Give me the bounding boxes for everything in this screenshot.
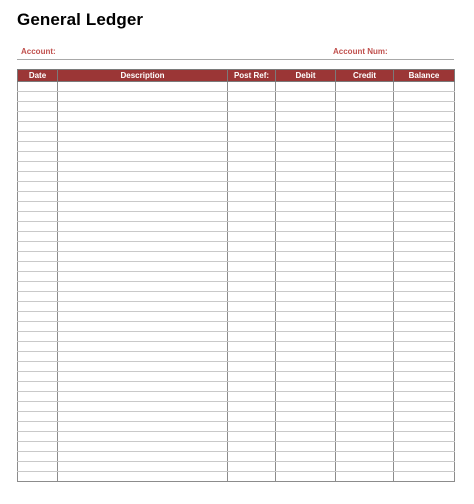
description-cell[interactable] <box>58 312 228 322</box>
credit-cell[interactable] <box>336 352 394 362</box>
description-cell[interactable] <box>58 472 228 482</box>
debit-cell[interactable] <box>276 292 336 302</box>
description-cell[interactable] <box>58 402 228 412</box>
date-cell[interactable] <box>18 142 58 152</box>
post-ref-cell[interactable] <box>228 442 276 452</box>
balance-cell[interactable] <box>394 432 455 442</box>
date-cell[interactable] <box>18 132 58 142</box>
post-ref-cell[interactable] <box>228 162 276 172</box>
date-cell[interactable] <box>18 292 58 302</box>
table-row <box>18 402 455 412</box>
post-ref-cell[interactable] <box>228 242 276 252</box>
credit-cell[interactable] <box>336 92 394 102</box>
table-row <box>18 372 455 382</box>
debit-cell[interactable] <box>276 302 336 312</box>
debit-cell[interactable] <box>276 312 336 322</box>
date-cell[interactable] <box>18 342 58 352</box>
post-ref-cell[interactable] <box>228 172 276 182</box>
table-row <box>18 182 455 192</box>
page-title: General Ledger <box>17 10 144 29</box>
date-cell[interactable] <box>18 92 58 102</box>
table-row <box>18 212 455 222</box>
date-cell[interactable] <box>18 242 58 252</box>
date-cell[interactable] <box>18 452 58 462</box>
balance-cell[interactable] <box>394 152 455 162</box>
debit-cell[interactable] <box>276 112 336 122</box>
description-cell[interactable] <box>58 302 228 312</box>
debit-cell[interactable] <box>276 252 336 262</box>
credit-cell[interactable] <box>336 362 394 372</box>
debit-cell[interactable] <box>276 212 336 222</box>
debit-cell[interactable] <box>276 382 336 392</box>
balance-cell[interactable] <box>394 302 455 312</box>
description-cell[interactable] <box>58 342 228 352</box>
credit-cell[interactable] <box>336 182 394 192</box>
balance-cell[interactable] <box>394 182 455 192</box>
debit-cell[interactable] <box>276 192 336 202</box>
credit-cell[interactable] <box>336 422 394 432</box>
account-label: Account: <box>21 47 56 56</box>
description-cell[interactable] <box>58 262 228 272</box>
credit-cell[interactable] <box>336 122 394 132</box>
table-row <box>18 412 455 422</box>
debit-cell[interactable] <box>276 322 336 332</box>
post-ref-cell[interactable] <box>228 292 276 302</box>
post-ref-cell[interactable] <box>228 212 276 222</box>
description-cell[interactable] <box>58 202 228 212</box>
ledger-table <box>17 69 455 482</box>
debit-cell[interactable] <box>276 272 336 282</box>
balance-cell[interactable] <box>394 292 455 302</box>
debit-cell[interactable] <box>276 342 336 352</box>
post-ref-cell[interactable] <box>228 352 276 362</box>
credit-cell[interactable] <box>336 322 394 332</box>
debit-cell[interactable] <box>276 362 336 372</box>
description-cell[interactable] <box>58 82 228 92</box>
debit-cell[interactable] <box>276 82 336 92</box>
post-ref-cell[interactable] <box>228 362 276 372</box>
balance-cell[interactable] <box>394 232 455 242</box>
description-cell[interactable] <box>58 332 228 342</box>
date-cell[interactable] <box>18 472 58 482</box>
debit-cell[interactable] <box>276 372 336 382</box>
balance-cell[interactable] <box>394 332 455 342</box>
credit-cell[interactable] <box>336 152 394 162</box>
date-cell[interactable] <box>18 442 58 452</box>
credit-cell[interactable] <box>336 462 394 472</box>
post-ref-cell[interactable] <box>228 282 276 292</box>
description-cell[interactable] <box>58 122 228 132</box>
table-row <box>18 92 455 102</box>
debit-cell[interactable] <box>276 102 336 112</box>
balance-cell[interactable] <box>394 132 455 142</box>
credit-cell[interactable] <box>336 332 394 342</box>
credit-cell[interactable] <box>336 142 394 152</box>
debit-cell[interactable] <box>276 432 336 442</box>
description-cell[interactable] <box>58 392 228 402</box>
balance-cell[interactable] <box>394 162 455 172</box>
balance-cell[interactable] <box>394 312 455 322</box>
description-cell[interactable] <box>58 372 228 382</box>
description-cell[interactable] <box>58 462 228 472</box>
date-cell[interactable] <box>18 122 58 132</box>
date-cell[interactable] <box>18 212 58 222</box>
credit-cell[interactable] <box>336 212 394 222</box>
table-row <box>18 352 455 362</box>
balance-cell[interactable] <box>394 392 455 402</box>
description-cell[interactable] <box>58 322 228 332</box>
post-ref-cell[interactable] <box>228 402 276 412</box>
table-row <box>18 342 455 352</box>
debit-cell[interactable] <box>276 402 336 412</box>
date-cell[interactable] <box>18 272 58 282</box>
balance-cell[interactable] <box>394 422 455 432</box>
debit-cell[interactable] <box>276 352 336 362</box>
post-ref-cell[interactable] <box>228 222 276 232</box>
post-ref-cell[interactable] <box>228 302 276 312</box>
balance-cell[interactable] <box>394 262 455 272</box>
credit-cell[interactable] <box>336 382 394 392</box>
description-cell[interactable] <box>58 252 228 262</box>
debit-cell[interactable] <box>276 142 336 152</box>
table-row <box>18 392 455 402</box>
balance-cell[interactable] <box>394 282 455 292</box>
post-ref-cell[interactable] <box>228 432 276 442</box>
credit-cell[interactable] <box>336 202 394 212</box>
date-cell[interactable] <box>18 422 58 432</box>
date-cell[interactable] <box>18 362 58 372</box>
description-cell[interactable] <box>58 222 228 232</box>
description-cell[interactable] <box>58 112 228 122</box>
description-cell[interactable] <box>58 212 228 222</box>
column-header-debit: Debit <box>276 70 336 82</box>
balance-cell[interactable] <box>394 242 455 252</box>
description-cell[interactable] <box>58 142 228 152</box>
post-ref-cell[interactable] <box>228 422 276 432</box>
balance-cell[interactable] <box>394 412 455 422</box>
post-ref-cell[interactable] <box>228 272 276 282</box>
post-ref-cell[interactable] <box>228 312 276 322</box>
date-cell[interactable] <box>18 462 58 472</box>
table-row <box>18 442 455 452</box>
post-ref-cell[interactable] <box>228 332 276 342</box>
post-ref-cell[interactable] <box>228 232 276 242</box>
ledger-table-container <box>17 69 454 482</box>
table-row <box>18 262 455 272</box>
post-ref-cell[interactable] <box>228 152 276 162</box>
post-ref-cell[interactable] <box>228 112 276 122</box>
balance-cell[interactable] <box>394 462 455 472</box>
description-cell[interactable] <box>58 362 228 372</box>
credit-cell[interactable] <box>336 252 394 262</box>
credit-cell[interactable] <box>336 172 394 182</box>
table-row <box>18 142 455 152</box>
post-ref-cell[interactable] <box>228 132 276 142</box>
balance-cell[interactable] <box>394 202 455 212</box>
balance-cell[interactable] <box>394 382 455 392</box>
ledger-body <box>18 82 455 482</box>
balance-cell[interactable] <box>394 142 455 152</box>
table-row <box>18 302 455 312</box>
balance-cell[interactable] <box>394 252 455 262</box>
debit-cell[interactable] <box>276 132 336 142</box>
date-cell[interactable] <box>18 262 58 272</box>
date-cell[interactable] <box>18 402 58 412</box>
account-number-label: Account Num: <box>333 47 388 56</box>
debit-cell[interactable] <box>276 242 336 252</box>
table-row <box>18 452 455 462</box>
post-ref-cell[interactable] <box>228 412 276 422</box>
table-row <box>18 162 455 172</box>
date-cell[interactable] <box>18 322 58 332</box>
date-cell[interactable] <box>18 222 58 232</box>
table-row <box>18 272 455 282</box>
balance-cell[interactable] <box>394 112 455 122</box>
credit-cell[interactable] <box>336 132 394 142</box>
table-row <box>18 332 455 342</box>
post-ref-cell[interactable] <box>228 142 276 152</box>
post-ref-cell[interactable] <box>228 462 276 472</box>
credit-cell[interactable] <box>336 262 394 272</box>
date-cell[interactable] <box>18 162 58 172</box>
post-ref-cell[interactable] <box>228 82 276 92</box>
post-ref-cell[interactable] <box>228 102 276 112</box>
date-cell[interactable] <box>18 192 58 202</box>
credit-cell[interactable] <box>336 302 394 312</box>
date-cell[interactable] <box>18 412 58 422</box>
ledger-header-row <box>18 70 455 82</box>
post-ref-cell[interactable] <box>228 122 276 132</box>
debit-cell[interactable] <box>276 182 336 192</box>
debit-cell[interactable] <box>276 162 336 172</box>
date-cell[interactable] <box>18 372 58 382</box>
credit-cell[interactable] <box>336 342 394 352</box>
date-cell[interactable] <box>18 392 58 402</box>
balance-cell[interactable] <box>394 172 455 182</box>
post-ref-cell[interactable] <box>228 372 276 382</box>
table-row <box>18 172 455 182</box>
description-cell[interactable] <box>58 412 228 422</box>
debit-cell[interactable] <box>276 92 336 102</box>
post-ref-cell[interactable] <box>228 322 276 332</box>
table-row <box>18 472 455 482</box>
credit-cell[interactable] <box>336 372 394 382</box>
description-cell[interactable] <box>58 102 228 112</box>
debit-cell[interactable] <box>276 392 336 402</box>
description-cell[interactable] <box>58 352 228 362</box>
table-row <box>18 382 455 392</box>
date-cell[interactable] <box>18 432 58 442</box>
description-cell[interactable] <box>58 132 228 142</box>
balance-cell[interactable] <box>394 192 455 202</box>
description-cell[interactable] <box>58 282 228 292</box>
balance-cell[interactable] <box>394 372 455 382</box>
description-cell[interactable] <box>58 272 228 282</box>
post-ref-cell[interactable] <box>228 262 276 272</box>
table-row <box>18 102 455 112</box>
column-header-post-ref: Post Ref: <box>228 70 276 82</box>
description-cell[interactable] <box>58 92 228 102</box>
table-row <box>18 312 455 322</box>
post-ref-cell[interactable] <box>228 342 276 352</box>
date-cell[interactable] <box>18 312 58 322</box>
post-ref-cell[interactable] <box>228 92 276 102</box>
description-cell[interactable] <box>58 152 228 162</box>
description-cell[interactable] <box>58 452 228 462</box>
column-header-description: Description <box>58 70 228 82</box>
debit-cell[interactable] <box>276 152 336 162</box>
credit-cell[interactable] <box>336 222 394 232</box>
balance-cell[interactable] <box>394 122 455 132</box>
description-cell[interactable] <box>58 182 228 192</box>
column-header-balance: Balance <box>394 70 455 82</box>
column-header-credit: Credit <box>336 70 394 82</box>
table-row <box>18 422 455 432</box>
table-row <box>18 462 455 472</box>
debit-cell[interactable] <box>276 472 336 482</box>
date-cell[interactable] <box>18 82 58 92</box>
description-cell[interactable] <box>58 442 228 452</box>
debit-cell[interactable] <box>276 442 336 452</box>
table-row <box>18 322 455 332</box>
credit-cell[interactable] <box>336 272 394 282</box>
date-cell[interactable] <box>18 332 58 342</box>
description-cell[interactable] <box>58 232 228 242</box>
post-ref-cell[interactable] <box>228 182 276 192</box>
balance-cell[interactable] <box>394 322 455 332</box>
credit-cell[interactable] <box>336 232 394 242</box>
table-row <box>18 282 455 292</box>
balance-cell[interactable] <box>394 472 455 482</box>
credit-cell[interactable] <box>336 102 394 112</box>
description-cell[interactable] <box>58 172 228 182</box>
date-cell[interactable] <box>18 202 58 212</box>
post-ref-cell[interactable] <box>228 252 276 262</box>
post-ref-cell[interactable] <box>228 202 276 212</box>
debit-cell[interactable] <box>276 452 336 462</box>
post-ref-cell[interactable] <box>228 472 276 482</box>
debit-cell[interactable] <box>276 232 336 242</box>
debit-cell[interactable] <box>276 332 336 342</box>
credit-cell[interactable] <box>336 192 394 202</box>
balance-cell[interactable] <box>394 402 455 412</box>
account-info-row <box>17 46 454 60</box>
table-row <box>18 252 455 262</box>
table-row <box>18 202 455 212</box>
balance-cell[interactable] <box>394 452 455 462</box>
date-cell[interactable] <box>18 172 58 182</box>
post-ref-cell[interactable] <box>228 382 276 392</box>
table-row <box>18 242 455 252</box>
balance-cell[interactable] <box>394 442 455 452</box>
credit-cell[interactable] <box>336 292 394 302</box>
balance-cell[interactable] <box>394 212 455 222</box>
table-row <box>18 122 455 132</box>
debit-cell[interactable] <box>276 262 336 272</box>
table-row <box>18 222 455 232</box>
date-cell[interactable] <box>18 112 58 122</box>
description-cell[interactable] <box>58 192 228 202</box>
balance-cell[interactable] <box>394 362 455 372</box>
credit-cell[interactable] <box>336 312 394 322</box>
date-cell[interactable] <box>18 382 58 392</box>
debit-cell[interactable] <box>276 222 336 232</box>
debit-cell[interactable] <box>276 422 336 432</box>
description-cell[interactable] <box>58 292 228 302</box>
debit-cell[interactable] <box>276 412 336 422</box>
table-row <box>18 112 455 122</box>
credit-cell[interactable] <box>336 402 394 412</box>
balance-cell[interactable] <box>394 92 455 102</box>
column-header-date: Date <box>18 70 58 82</box>
table-row <box>18 132 455 142</box>
debit-cell[interactable] <box>276 202 336 212</box>
table-row <box>18 432 455 442</box>
debit-cell[interactable] <box>276 282 336 292</box>
date-cell[interactable] <box>18 152 58 162</box>
description-cell[interactable] <box>58 162 228 172</box>
date-cell[interactable] <box>18 352 58 362</box>
date-cell[interactable] <box>18 232 58 242</box>
debit-cell[interactable] <box>276 122 336 132</box>
table-row <box>18 152 455 162</box>
table-row <box>18 232 455 242</box>
date-cell[interactable] <box>18 252 58 262</box>
table-row <box>18 292 455 302</box>
table-row <box>18 82 455 92</box>
credit-cell[interactable] <box>336 472 394 482</box>
credit-cell[interactable] <box>336 392 394 402</box>
table-row <box>18 362 455 372</box>
credit-cell[interactable] <box>336 452 394 462</box>
post-ref-cell[interactable] <box>228 392 276 402</box>
credit-cell[interactable] <box>336 442 394 452</box>
debit-cell[interactable] <box>276 172 336 182</box>
post-ref-cell[interactable] <box>228 452 276 462</box>
balance-cell[interactable] <box>394 102 455 112</box>
debit-cell[interactable] <box>276 462 336 472</box>
balance-cell[interactable] <box>394 272 455 282</box>
date-cell[interactable] <box>18 302 58 312</box>
balance-cell[interactable] <box>394 352 455 362</box>
balance-cell[interactable] <box>394 342 455 352</box>
post-ref-cell[interactable] <box>228 192 276 202</box>
credit-cell[interactable] <box>336 162 394 172</box>
balance-cell[interactable] <box>394 82 455 92</box>
description-cell[interactable] <box>58 242 228 252</box>
date-cell[interactable] <box>18 282 58 292</box>
description-cell[interactable] <box>58 432 228 442</box>
description-cell[interactable] <box>58 422 228 432</box>
date-cell[interactable] <box>18 182 58 192</box>
credit-cell[interactable] <box>336 112 394 122</box>
date-cell[interactable] <box>18 102 58 112</box>
credit-cell[interactable] <box>336 432 394 442</box>
credit-cell[interactable] <box>336 282 394 292</box>
description-cell[interactable] <box>58 382 228 392</box>
credit-cell[interactable] <box>336 242 394 252</box>
credit-cell[interactable] <box>336 412 394 422</box>
credit-cell[interactable] <box>336 82 394 92</box>
table-row <box>18 192 455 202</box>
balance-cell[interactable] <box>394 222 455 232</box>
